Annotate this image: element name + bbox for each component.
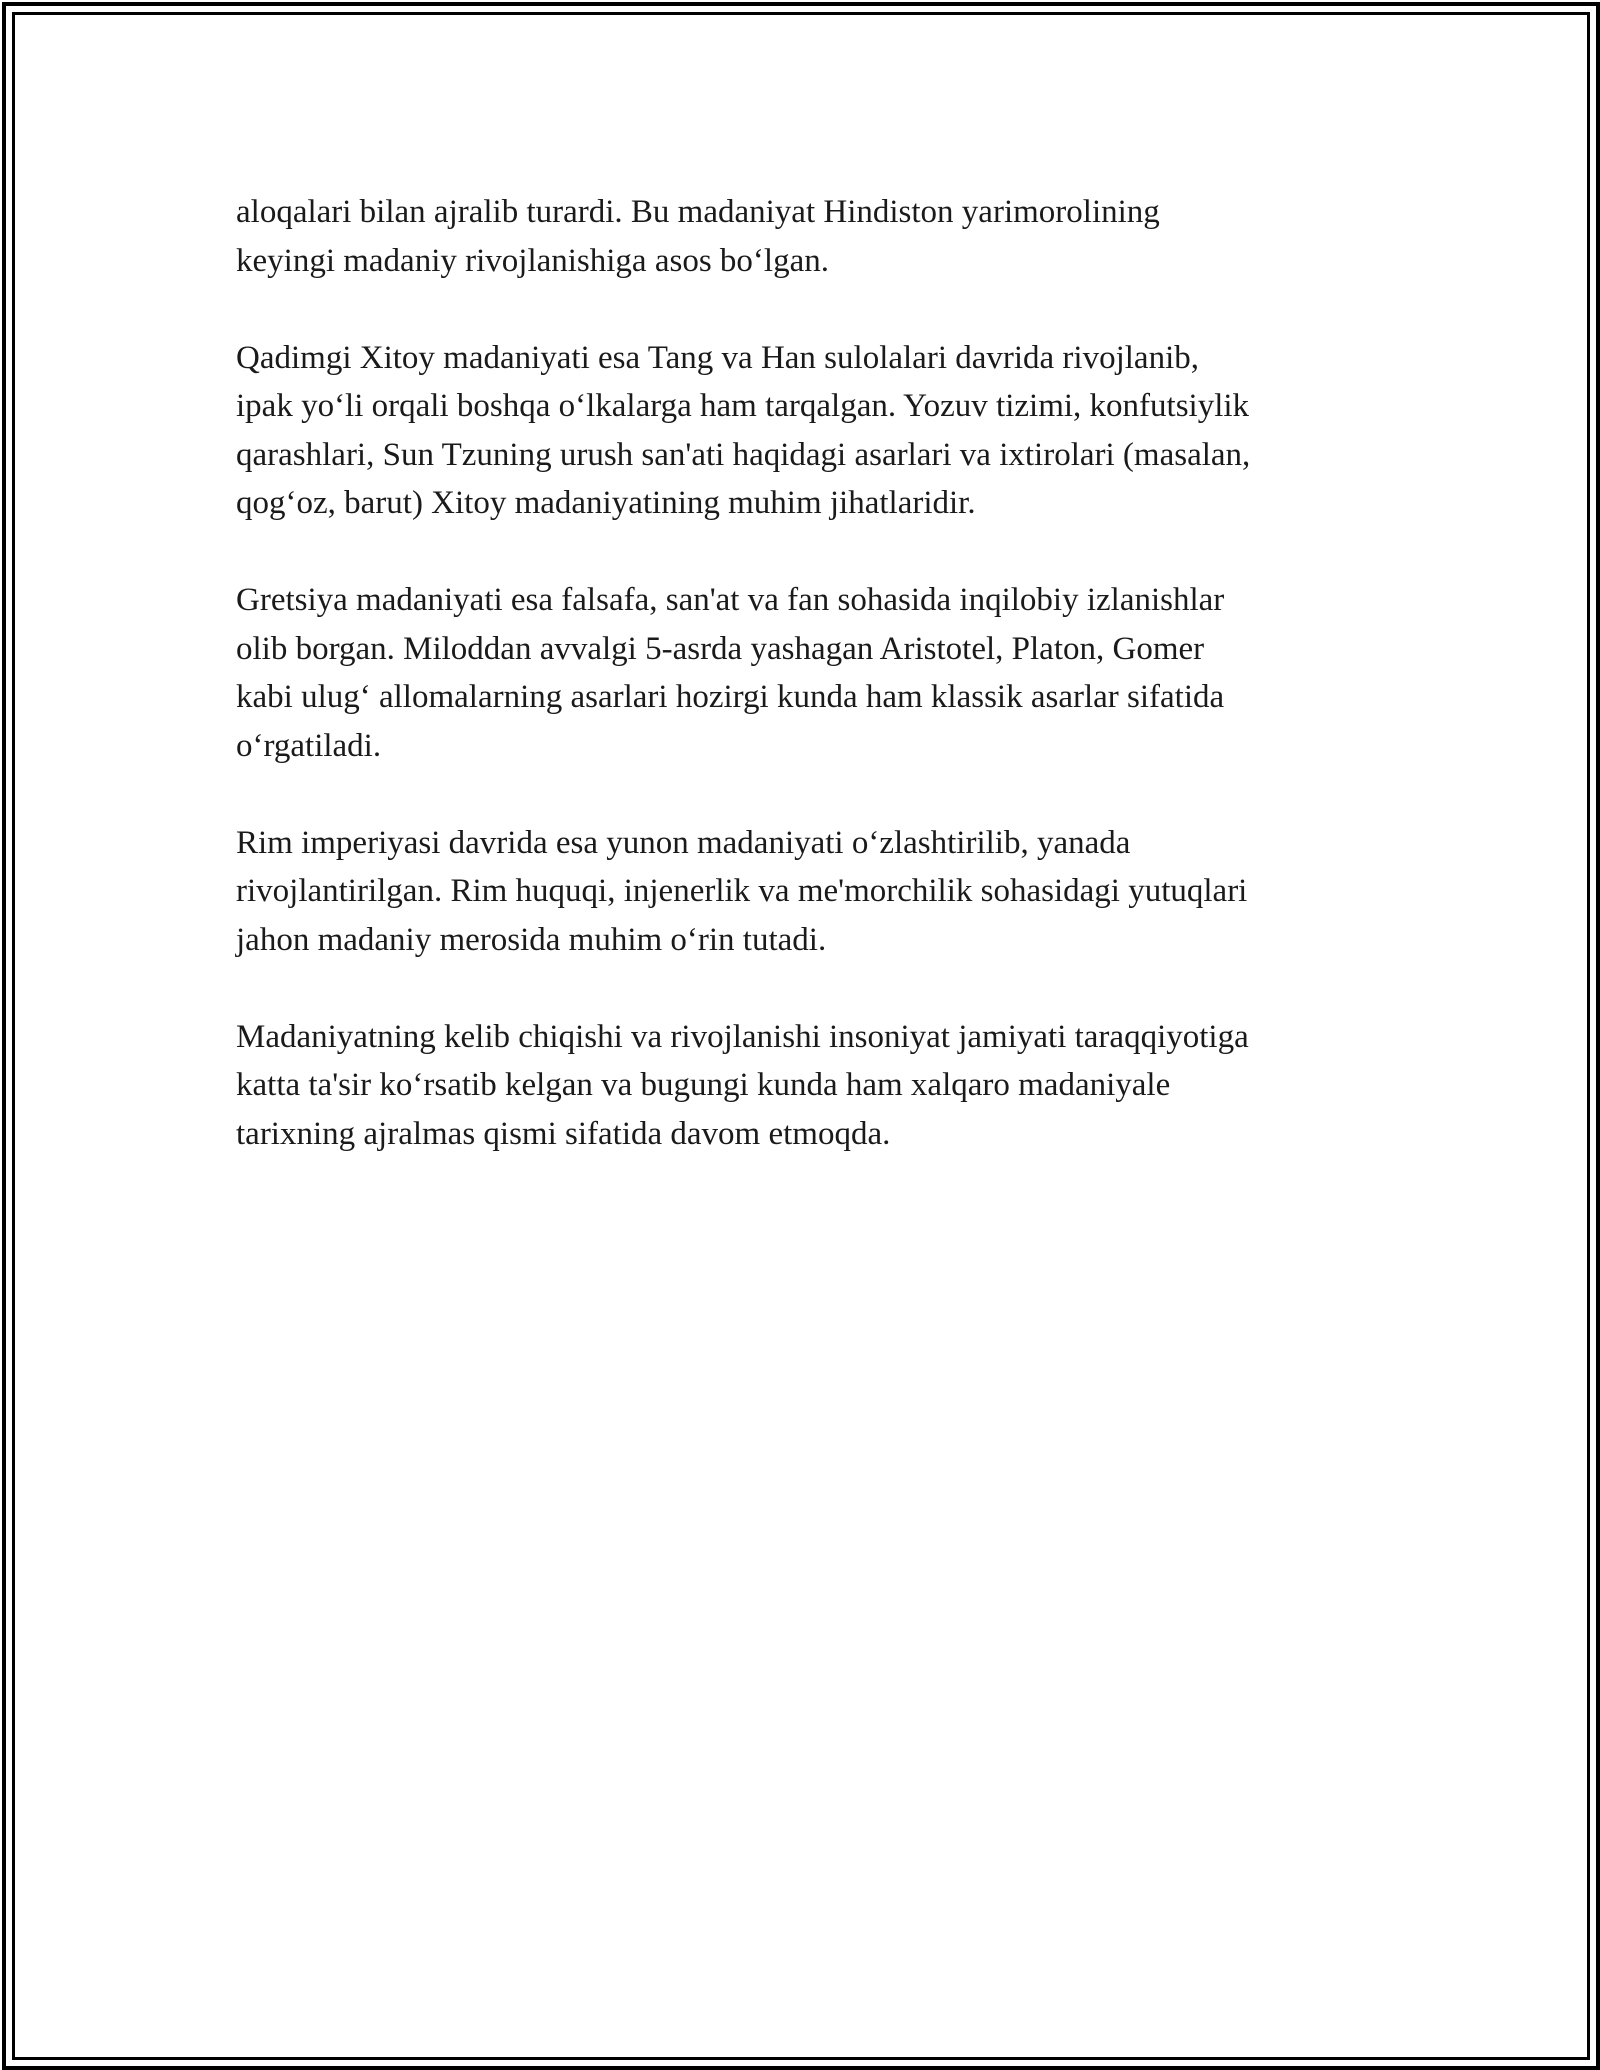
paragraph-madaniyat-xulosa: Madaniyatning kelib chiqishi va rivojlanishi insoniyat jamiyati taraqqiyotiga katta ta'sir ko‘rsatib kelgan va bugungi kunda ham xalqaro madaniyale tarixning ajralmas qismi sifatida davom etmoqda.	[236, 1018, 1249, 1152]
paragraph-hindiston-continuation: aloqalari bilan ajralib turardi. Bu madaniyat Hindiston yarimorolining keyingi madaniy rivojlanishiga asos bo‘lgan.	[236, 194, 1160, 279]
paragraph-xitoy-madaniyati: Qadimgi Xitoy madaniyati esa Tang va Han sulolalari davrida rivojlanib, ipak yo‘li orqali boshqa o‘lkalarga ham tarqalgan. Yozuv tizimi, konfutsiylik qarashlari, Sun Tzuning urush san'ati haqidagi asarlari va ixtirolari (masalan, qog‘oz, barut) Xitoy madaniyatining muhim jihatlaridir.	[236, 339, 1251, 521]
document-body	[236, 188, 1396, 1207]
paragraph-rim-imperiyasi: Rim imperiyasi davrida esa yunon madaniyati o‘zlashtirilib, yanada rivojlantirilgan. Rim huquqi, injenerlik va me'morchilik sohasidagi yutuqlari jahon madaniy merosida muhim o‘rin tutadi.	[236, 824, 1248, 958]
paragraph-gretsiya-madaniyati: Gretsiya madaniyati esa falsafa, san'at va fan sohasida inqilobiy izlanishlar olib borgan. Miloddan avvalgi 5-asrda yashagan Aristotel, Platon, Gomer kabi ulug‘ allomalarning asarlari hozirgi kunda ham klassik asarlar sifatida o‘rgatiladi.	[236, 582, 1225, 764]
